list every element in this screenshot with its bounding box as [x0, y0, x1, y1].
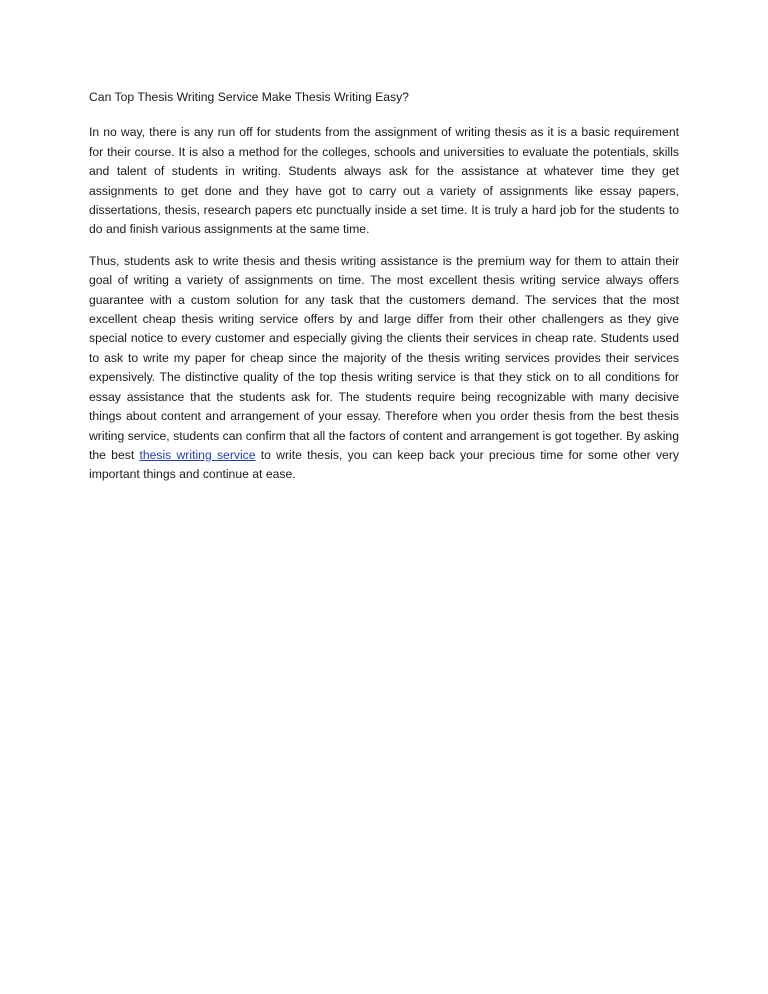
- document-body: [89, 88, 679, 497]
- paragraph-2: [89, 252, 679, 485]
- paragraph-2-text-before-link: Thus, students ask to write thesis and thesis writing assistance is the premium way for them to attain their goal of writing a variety of assignments on time. The most excellent thesis writing service always offers guarantee with a custom solution for any task that the customers demand. The services that the most excellent cheap thesis writing service offers by and large differ from their other challengers as they give special notice to every customer and especially giving the clients their services in cheap rate. Students used to ask to write my paper for cheap since the majority of the thesis writing services provides their services expensively. The distinctive quality of the top thesis writing service is that they stick on to all conditions for essay assistance that the students ask for. The students require being recognizable with many decisive things about content and arrangement of your essay. Therefore when you order thesis from the best thesis writing service, students can confirm that all the factors of content and arrangement is got together. By asking the best: [89, 253, 679, 462]
- paragraph-2-text-after-link: to write thesis, you can keep back your precious time for some other very important things and continue at ease.: [89, 447, 679, 482]
- document-title: Can Top Thesis Writing Service Make Thesis Writing Easy?: [89, 90, 409, 104]
- paragraph-1: In no way, there is any run off for students from the assignment of writing thesis as it is a basic requirement for their course. It is also a method for the colleges, schools and universities to evaluate the potentials, skills and talent of students in writing. Students always ask for the assistance at whatever time they get assignments to get done and they have got to carry out a variety of assignments like essay papers, dissertations, thesis, research papers etc punctually inside a set time. It is truly a hard job for the students to do and finish various assignments at the same time.: [89, 125, 679, 237]
- thesis-writing-service-link[interactable]: thesis writing service: [139, 447, 256, 462]
